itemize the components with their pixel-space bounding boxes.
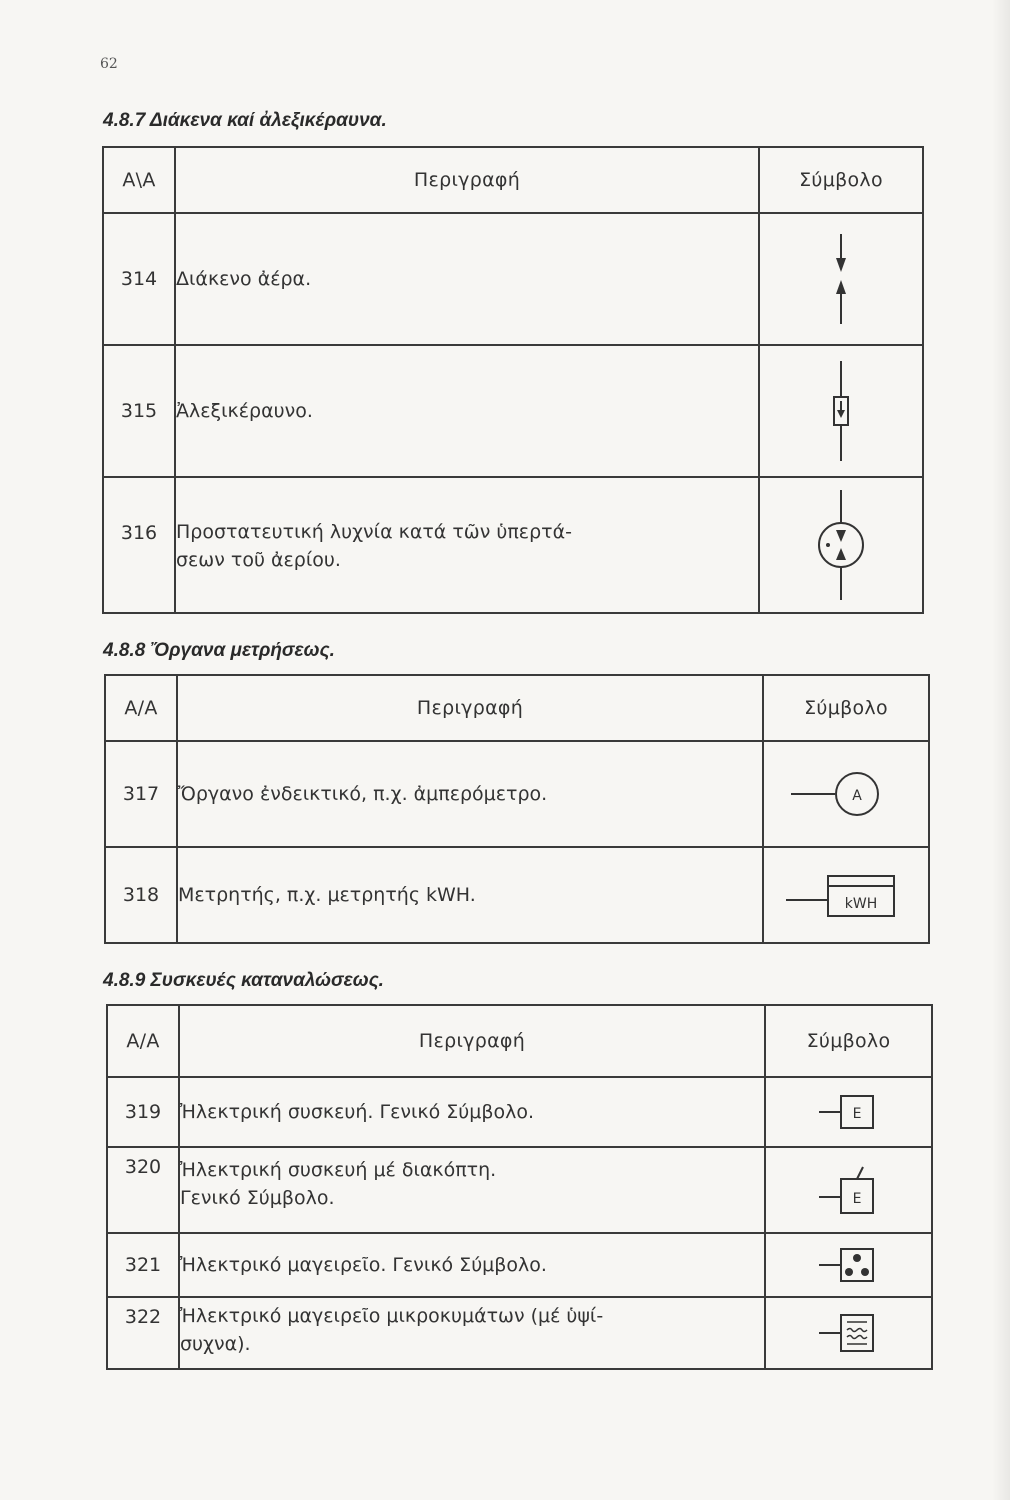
row-number: 318 bbox=[105, 847, 177, 943]
row-number: 314 bbox=[103, 213, 175, 345]
row-number: 321 bbox=[107, 1233, 179, 1297]
table-row bbox=[107, 1077, 932, 1147]
microwave-oven-icon bbox=[819, 1311, 879, 1355]
table-row bbox=[107, 1147, 932, 1233]
row-number: 316 bbox=[103, 477, 175, 613]
electric-cooker-icon bbox=[819, 1245, 879, 1285]
row-description: Ἀλεξικέραυνο. bbox=[175, 345, 759, 477]
col-header-description: Περιγραφή bbox=[177, 675, 763, 741]
row-description: Ἠλεκτρική συσκευή. Γενικό Σύμβολο. bbox=[179, 1077, 765, 1147]
page-edge-shadow bbox=[992, 0, 1010, 1500]
row-description: Μετρητής, π.χ. μετρητής kWH. bbox=[177, 847, 763, 943]
col-header-symbol: Σύμβολο bbox=[765, 1005, 932, 1077]
table-row bbox=[105, 847, 929, 943]
row-description: Διάκενο ἀέρα. bbox=[175, 213, 759, 345]
col-header-num: Α/Α bbox=[105, 675, 177, 741]
section-title-487: 4.8.7 Διάκενα καί ἀλεξικέραυνα. bbox=[103, 110, 387, 131]
kwh-meter-label: kWH bbox=[844, 896, 878, 912]
appliance-label: E bbox=[852, 1106, 861, 1122]
table-row bbox=[107, 1233, 932, 1297]
section-title-488: 4.8.8 Ὄργανα μετρήσεως. bbox=[103, 640, 335, 661]
table-row bbox=[103, 477, 923, 613]
table-header-row bbox=[103, 147, 923, 213]
col-header-num: Α\Α bbox=[103, 147, 175, 213]
col-header-description: Περιγραφή bbox=[175, 147, 759, 213]
row-number: 320 bbox=[107, 1147, 179, 1233]
table-header-row bbox=[105, 675, 929, 741]
table-row bbox=[103, 213, 923, 345]
gas-discharge-protection-lamp-icon bbox=[811, 490, 871, 600]
row-description: Ἠλεκτρικό μαγειρεῖο. Γενικό Σύμβολο. bbox=[179, 1233, 765, 1297]
measuring-instruments-table bbox=[104, 674, 930, 944]
appliance-label: E bbox=[852, 1191, 861, 1207]
electric-appliance-icon bbox=[819, 1092, 879, 1132]
row-description: Ὄργανο ἐνδεικτικό, π.χ. ἀμπερόμετρο. bbox=[177, 741, 763, 847]
row-description: Ἠλεκτρικό μαγειρεῖο μικροκυμάτων (μέ ὑψί- συχνα). bbox=[179, 1297, 765, 1369]
row-number: 315 bbox=[103, 345, 175, 477]
consumer-appliances-table bbox=[106, 1004, 933, 1370]
col-header-symbol: Σύμβολο bbox=[763, 675, 929, 741]
col-header-description: Περιγραφή bbox=[179, 1005, 765, 1077]
row-description: Ἠλεκτρική συσκευή μέ διακόπτη. Γενικό Σύμβολο. bbox=[179, 1147, 765, 1233]
table-header-row bbox=[107, 1005, 932, 1077]
gaps-and-arresters-table bbox=[102, 146, 924, 614]
air-gap-icon bbox=[821, 234, 861, 324]
section-title-489: 4.8.9 Συσκευές καταναλώσεως. bbox=[103, 970, 384, 991]
col-header-num: Α/Α bbox=[107, 1005, 179, 1077]
table-row bbox=[105, 741, 929, 847]
row-number: 319 bbox=[107, 1077, 179, 1147]
appliance-with-switch-icon bbox=[819, 1163, 879, 1217]
row-description: Προστατευτική λυχνία κατά τῶν ὑπερτά- σεων τοῦ ἀερίου. bbox=[175, 477, 759, 613]
row-number: 317 bbox=[105, 741, 177, 847]
row-number: 322 bbox=[107, 1297, 179, 1369]
kwh-meter-icon bbox=[786, 870, 906, 920]
table-row bbox=[103, 345, 923, 477]
ammeter-icon bbox=[791, 769, 901, 819]
ammeter-label: A bbox=[852, 788, 862, 804]
lightning-arrester-icon bbox=[821, 361, 861, 461]
col-header-symbol: Σύμβολο bbox=[759, 147, 923, 213]
table-row bbox=[107, 1297, 932, 1369]
page-number: 62 bbox=[100, 56, 118, 72]
